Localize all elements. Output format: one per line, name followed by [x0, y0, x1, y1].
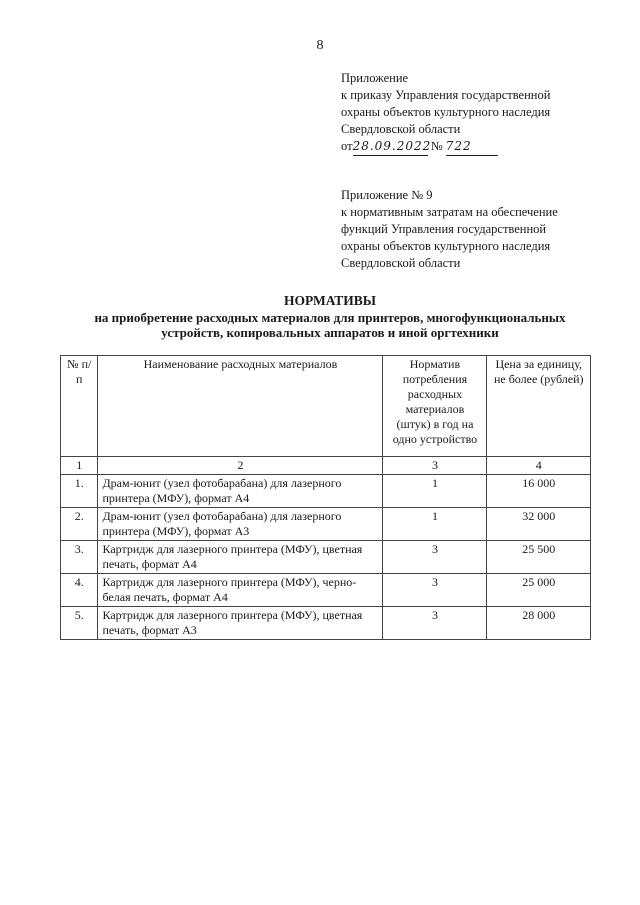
header-num: № п/п — [61, 356, 98, 457]
appendix-9-block — [341, 187, 558, 272]
row-num: 3. — [61, 541, 98, 574]
row-name: Картридж для лазерного принтера (МФУ), цветная печать, формат А3 — [98, 607, 383, 640]
number-prefix: № — [430, 139, 443, 153]
row-price: 32 000 — [487, 508, 591, 541]
date-prefix: от — [341, 139, 353, 153]
row-num: 4. — [61, 574, 98, 607]
appendix-9-line: охраны объектов культурного наследия — [341, 239, 551, 253]
page-number: 8 — [316, 38, 324, 53]
header-name: Наименование расходных материалов — [98, 356, 383, 457]
table-row — [61, 475, 591, 508]
appendix-9-line: Свердловской области — [341, 256, 461, 270]
appendix-9-line: функций Управления государственной — [341, 222, 547, 236]
table-row — [61, 574, 591, 607]
order-number: 722 — [446, 138, 498, 156]
table-row — [61, 607, 591, 640]
column-number-row — [61, 457, 591, 475]
row-num: 5. — [61, 607, 98, 640]
row-price: 28 000 — [487, 607, 591, 640]
title-main: НОРМАТИВЫ — [283, 293, 377, 308]
header-price: Цена за единицу, не более (рублей) — [487, 356, 591, 457]
table-row — [61, 541, 591, 574]
appendix-order-line: Приложение — [341, 71, 409, 85]
document-title — [60, 293, 600, 340]
row-price: 25 000 — [487, 574, 591, 607]
row-name: Картридж для лазерного принтера (МФУ), цветная печать, формат А4 — [98, 541, 383, 574]
table-row — [61, 508, 591, 541]
appendix-9-line: Приложение № 9 — [341, 188, 433, 202]
row-norm: 3 — [383, 541, 487, 574]
order-date: 28.09.2022 — [353, 138, 428, 156]
column-number: 4 — [487, 457, 591, 475]
appendix-order-line: охраны объектов культурного наследия — [341, 105, 551, 119]
title-subline: устройств, копировальных аппаратов и иной оргтехники — [161, 325, 499, 340]
appendix-9-line: к нормативным затратам на обеспечение — [341, 205, 558, 219]
appendix-order-block — [341, 70, 550, 156]
title-subline: на приобретение расходных материалов для принтеров, многофункциональных — [94, 310, 566, 325]
row-norm: 1 — [383, 508, 487, 541]
norms-table — [60, 355, 591, 640]
row-norm: 3 — [383, 607, 487, 640]
header-norm: Норматив потребления расходных материалов (штук) в год на одно устройство — [383, 356, 487, 457]
row-name: Драм-юнит (узел фотобарабана) для лазерного принтера (МФУ), формат А4 — [98, 475, 383, 508]
column-number: 1 — [61, 457, 98, 475]
row-norm: 3 — [383, 574, 487, 607]
table-header-row — [61, 356, 591, 457]
row-num: 2. — [61, 508, 98, 541]
row-norm: 1 — [383, 475, 487, 508]
row-name: Картридж для лазерного принтера (МФУ), черно-белая печать, формат А4 — [98, 574, 383, 607]
row-name: Драм-юнит (узел фотобарабана) для лазерного принтера (МФУ), формат А3 — [98, 508, 383, 541]
column-number: 2 — [98, 457, 383, 475]
order-date-number-line — [341, 138, 550, 156]
column-number: 3 — [383, 457, 487, 475]
row-num: 1. — [61, 475, 98, 508]
appendix-order-line: Свердловской области — [341, 122, 461, 136]
appendix-order-line: к приказу Управления государственной — [341, 88, 551, 102]
row-price: 25 500 — [487, 541, 591, 574]
row-price: 16 000 — [487, 475, 591, 508]
